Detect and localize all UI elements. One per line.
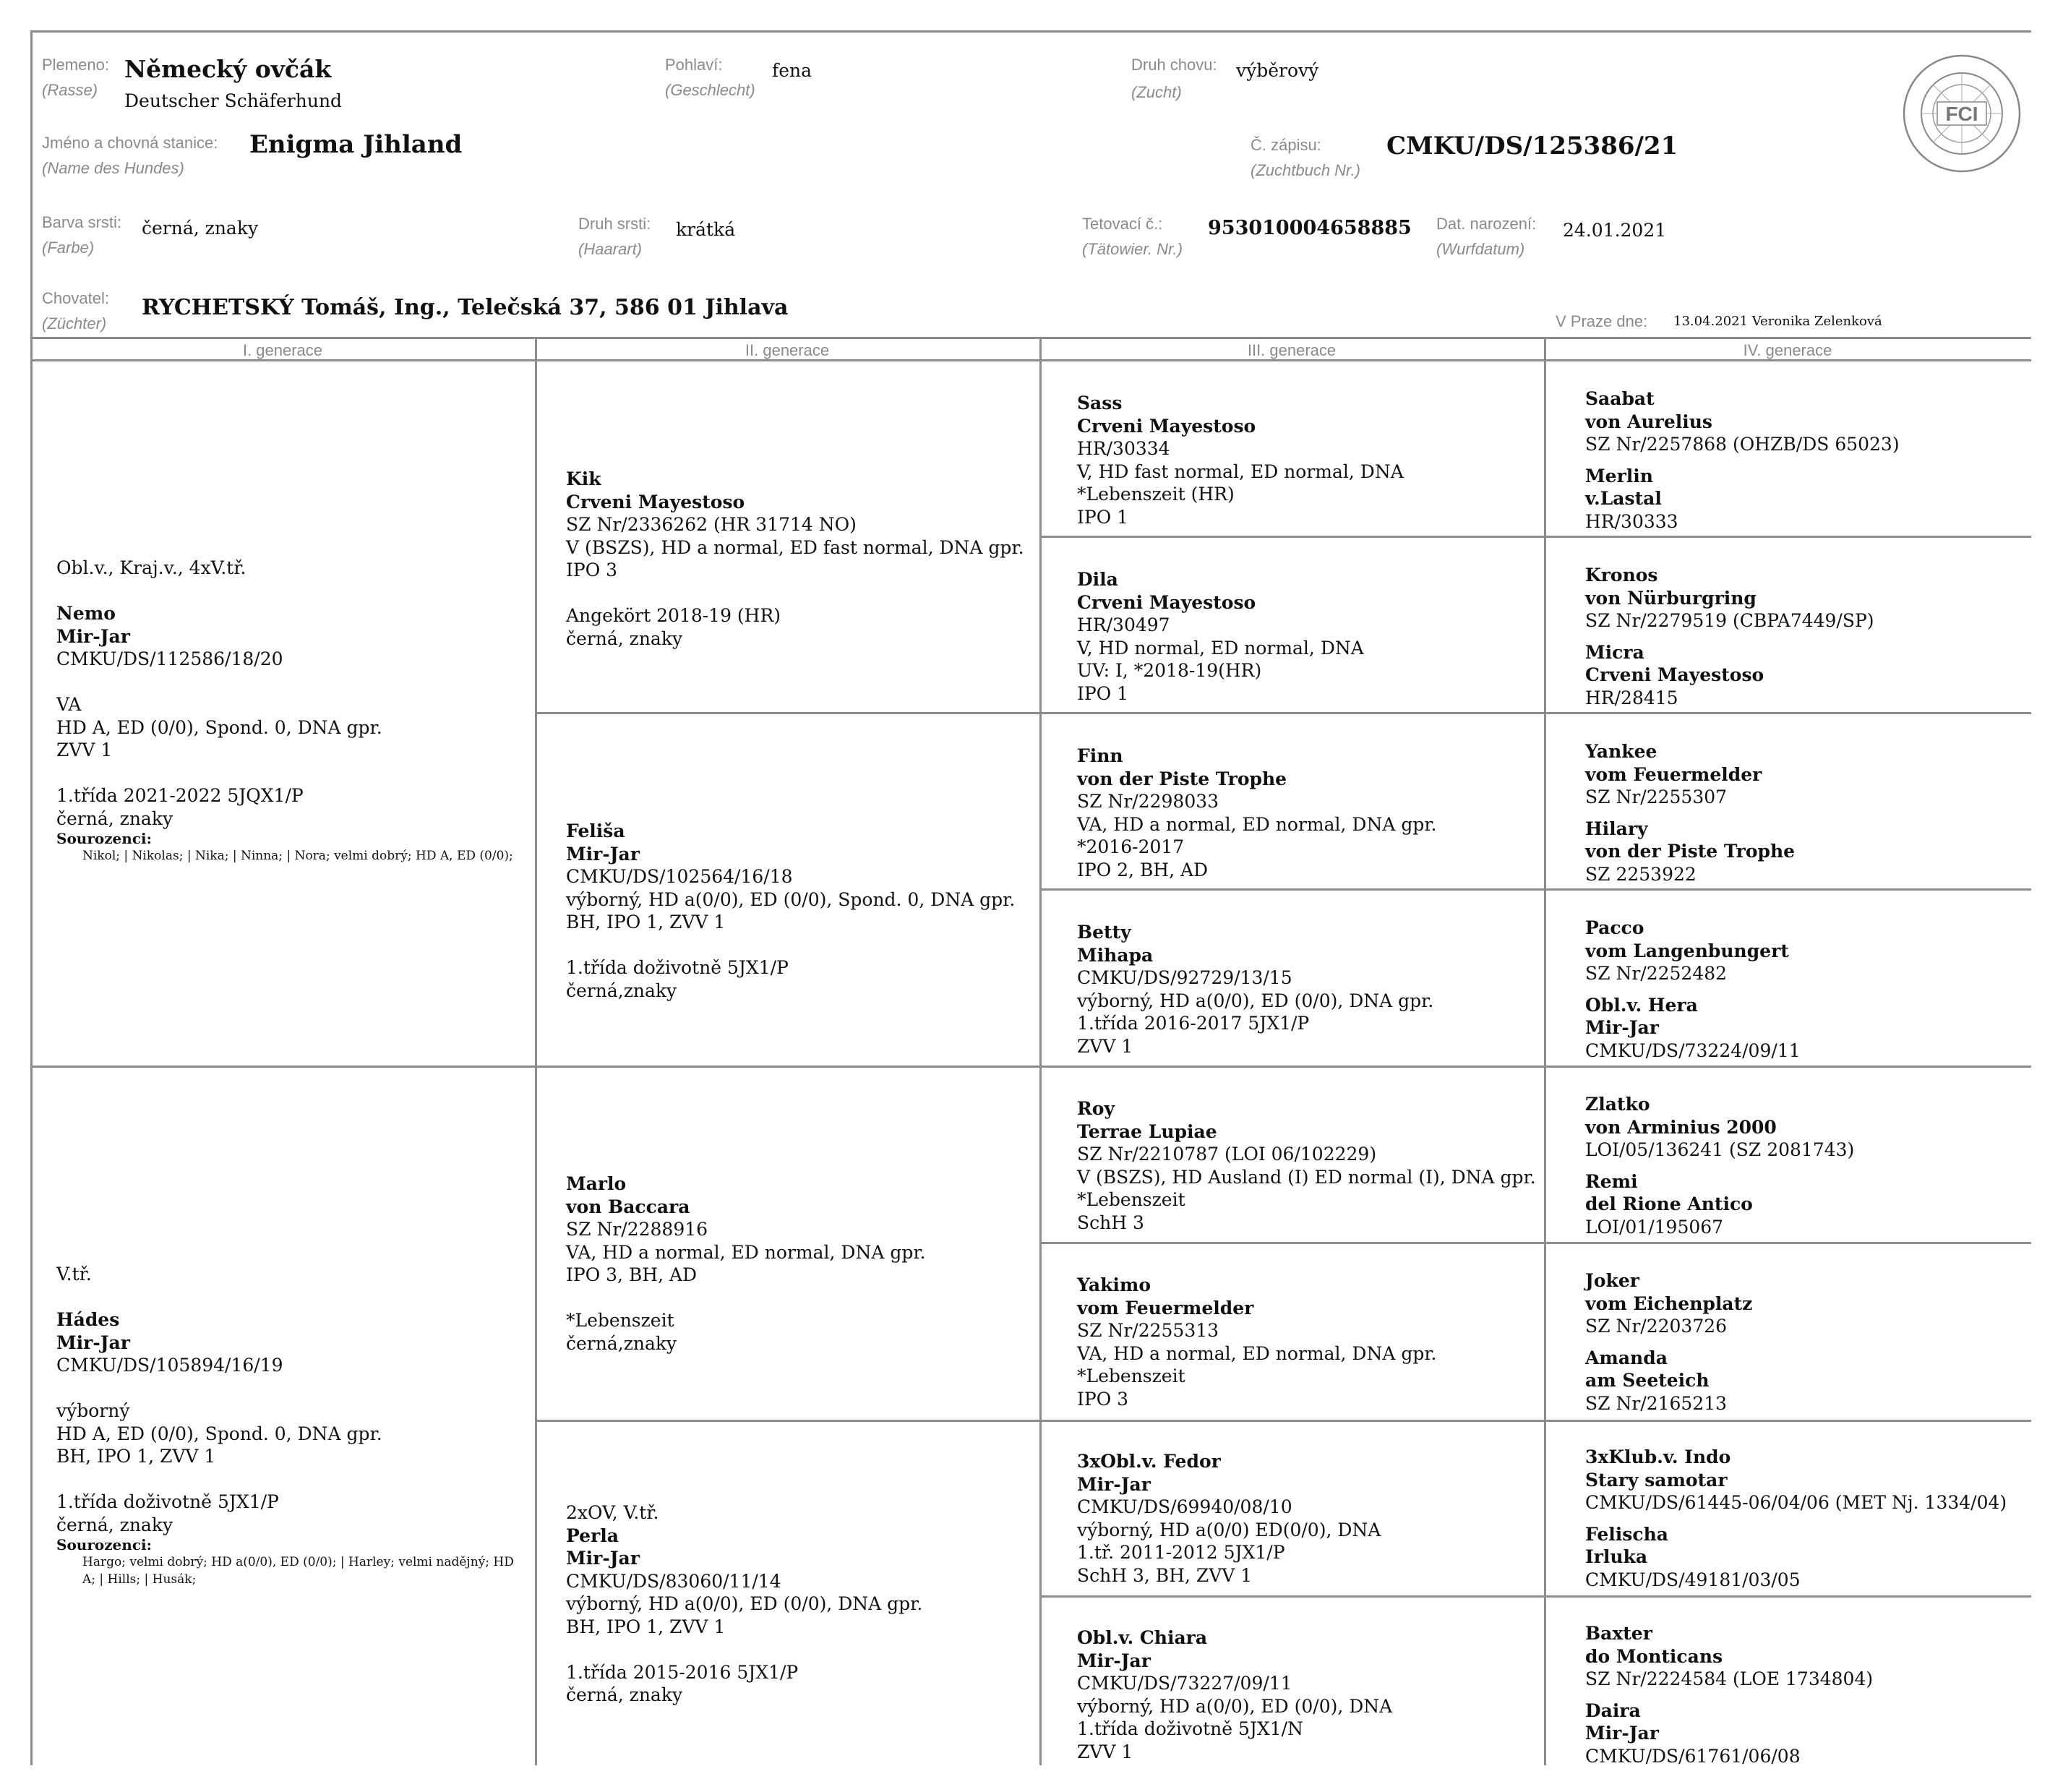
dog-name: Hádes	[56, 1309, 120, 1330]
detail-line: *Lebenszeit	[1077, 1366, 1185, 1386]
kennel-name: Mir-Jar	[56, 1332, 130, 1353]
detail-line: černá, znaky	[566, 1684, 683, 1705]
detail-line: *2016-2017	[1077, 836, 1185, 857]
gen4-cell-4	[1585, 917, 1801, 1062]
detail-line: CMKU/DS/69940/08/10	[1077, 1496, 1292, 1517]
sire-name: Baxter	[1585, 1623, 1652, 1644]
title: 2xOV, V.tř.	[566, 1502, 659, 1523]
gen2-cell-3	[566, 1172, 925, 1355]
breeding-class: 1.třída 2021-2022 5JQX1/P	[56, 785, 304, 806]
gen3-cell-7	[1077, 1450, 1381, 1587]
reg-label-de: (Zuchtbuch Nr.)	[1251, 161, 1361, 179]
grade: VA	[56, 694, 82, 715]
gen3-cell-4	[1077, 921, 1433, 1058]
dog-name: Yakimo	[1077, 1274, 1151, 1295]
gen3-cell-8	[1077, 1626, 1392, 1764]
kennel-name: von Baccara	[566, 1196, 690, 1217]
detail-line: V, HD fast normal, ED normal, DNA	[1077, 460, 1404, 482]
dog-name: Nemo	[56, 603, 116, 624]
dam-name: Hilary	[1585, 818, 1648, 839]
detail-line: *Lebenszeit (HR)	[1077, 484, 1235, 505]
detail-line: V (BSZS), HD Ausland (I) ED normal (I), DNA gpr.	[1077, 1166, 1536, 1188]
detail-line: 1.třída 2016-2017 5JX1/P	[1077, 1013, 1310, 1034]
dam-kennel: von der Piste Trophe	[1585, 841, 1796, 862]
registration: CMKU/DS/105894/16/19	[56, 1355, 283, 1376]
dam-kennel: Mir-Jar	[1585, 1723, 1659, 1744]
breeding-class: 1.třída doživotně 5JX1/P	[56, 1491, 279, 1512]
gen4-cell-6	[1585, 1269, 1752, 1415]
detail-line: 1.třída doživotně 5JX1/P	[566, 957, 789, 978]
dam-kennel: Mir-Jar	[1585, 1017, 1659, 1038]
gen4-cell-1	[1585, 387, 1900, 533]
breed-label: Plemeno:	[42, 56, 109, 74]
detail-line: VA, HD a normal, ED normal, DNA gpr.	[1077, 813, 1437, 835]
dam-name: Daira	[1585, 1699, 1641, 1721]
breeder-label: Chovatel:	[42, 289, 109, 307]
detail-line: 1.třída doživotně 5JX1/N	[1077, 1718, 1303, 1739]
kennel-name: Mir-Jar	[1077, 1650, 1151, 1671]
detail-line: SZ Nr/2288916	[566, 1219, 708, 1240]
dam-registration: SZ 2253922	[1585, 863, 1697, 885]
name-label-de: (Name des Hundes)	[42, 159, 184, 177]
kennel-name: Mir-Jar	[1077, 1473, 1151, 1495]
gen4-cell-5	[1585, 1093, 1854, 1238]
breeding-type-label-de: (Zucht)	[1131, 83, 1182, 101]
dog-name: Sass	[1077, 393, 1123, 413]
gen-header-1: I. generace	[242, 341, 323, 359]
gen3-cell-5	[1077, 1097, 1536, 1234]
dam-registration: CMKU/DS/49181/03/05	[1585, 1569, 1801, 1590]
detail-line: IPO 3, BH, AD	[566, 1264, 698, 1285]
gen2-divider-a	[535, 712, 2031, 714]
detail-line: HR/30334	[1077, 438, 1170, 459]
sire-name: Joker	[1585, 1270, 1639, 1291]
kennel-name: Mihapa	[1077, 944, 1154, 966]
reg-label: Č. zápisu:	[1251, 136, 1321, 154]
breed-label-de: (Rasse)	[42, 81, 98, 99]
sire-kennel: von Arminius 2000	[1585, 1116, 1777, 1138]
gen-header-top-line	[30, 337, 2031, 339]
detail-line: VA, HD a normal, ED normal, DNA gpr.	[1077, 1342, 1437, 1364]
tattoo-label: Tetovací č.:	[1082, 215, 1163, 233]
detail-line: černá,znaky	[566, 979, 677, 1001]
dob-label: Dat. narození:	[1436, 215, 1537, 233]
grade: výborný	[56, 1400, 130, 1421]
sire-kennel: vom Eichenplatz	[1585, 1292, 1753, 1314]
detail-line: SchH 3	[1077, 1212, 1144, 1233]
sire-kennel: vom Langenbungert	[1585, 940, 1789, 961]
gen4-cell-7	[1585, 1446, 2007, 1591]
sire-kennel: vom Feuermelder	[1585, 763, 1762, 785]
title: V.tř.	[56, 1264, 92, 1285]
dog-name: Betty	[1077, 922, 1131, 943]
breed-value-de: Deutscher Schäferhund	[124, 90, 343, 111]
gen2-cell-1	[566, 468, 1024, 650]
sire-registration: SZ Nr/2203726	[1585, 1316, 1728, 1337]
gen-header-2: II. generace	[745, 341, 830, 359]
detail-line: V (BSZS), HD a normal, ED fast normal, DNA gpr.	[566, 536, 1024, 558]
issue-date-signature: 13.04.2021 Veronika Zelenková	[1673, 314, 1882, 329]
dam-registration: SZ Nr/2165213	[1585, 1392, 1728, 1414]
detail-line: *Lebenszeit	[1077, 1189, 1185, 1210]
sire-name: Kronos	[1585, 565, 1658, 586]
dog-name: Kik	[566, 468, 601, 489]
detail-line: ZVV 1	[1077, 1741, 1133, 1762]
breeding-type-label: Druh chovu:	[1131, 56, 1217, 74]
detail-line: CMKU/DS/102564/16/18	[566, 866, 793, 887]
kennel-name: vom Feuermelder	[1077, 1297, 1254, 1319]
detail-line: V, HD normal, ED normal, DNA	[1077, 637, 1364, 659]
dob-value: 24.01.2021	[1563, 220, 1667, 241]
exams: BH, IPO 1, ZVV 1	[56, 1446, 216, 1467]
dam-registration: CMKU/DS/73224/09/11	[1585, 1039, 1801, 1061]
dam-kennel: v.Lastal	[1585, 488, 1662, 509]
detail-line: HR/30497	[1077, 614, 1170, 635]
kennel-name: Mir-Jar	[566, 843, 640, 865]
detail-line: výborný, HD a(0/0), ED (0/0), DNA gpr.	[566, 1593, 923, 1614]
color: černá, znaky	[56, 807, 173, 829]
dam-name: Remi	[1585, 1170, 1638, 1192]
dog-name: Roy	[1077, 1098, 1115, 1119]
detail-line: SZ Nr/2255313	[1077, 1320, 1219, 1341]
gen-header-3: III. generace	[1247, 341, 1337, 359]
dam-name: Merlin	[1585, 465, 1653, 486]
dam-registration: HR/30333	[1585, 510, 1678, 532]
siblings-list: Nikol; | Nikolas; | Nika; | Ninna; | Nora; velmi dobrý; HD A, ED (0/0);	[82, 849, 513, 863]
detail-line: výborný, HD a(0/0), ED (0/0), Spond. 0, DNA gpr.	[566, 888, 1016, 910]
breeder-label-de: (Züchter)	[42, 314, 107, 333]
dam-kennel: am Seeteich	[1585, 1370, 1710, 1391]
sire-registration: LOI/05/136241 (SZ 2081743)	[1585, 1139, 1855, 1160]
exams: ZVV 1	[56, 739, 113, 760]
sire-registration: SZ Nr/2257868 (OHZB/DS 65023)	[1585, 434, 1900, 455]
coat-label: Druh srsti:	[578, 215, 651, 233]
name-label: Jméno a chovná stanice:	[42, 134, 218, 152]
registration: CMKU/DS/112586/18/20	[56, 648, 283, 669]
detail-line: SchH 3, BH, ZVV 1	[1077, 1564, 1253, 1586]
dog-name: Feliša	[566, 820, 625, 841]
detail-line: VA, HD a normal, ED normal, DNA gpr.	[566, 1241, 926, 1263]
sire-name: 3xKlub.v. Indo	[1585, 1446, 1731, 1467]
gen2-divider-b	[535, 1420, 2031, 1422]
tattoo-label-de: (Tätowier. Nr.)	[1082, 240, 1183, 258]
kennel-name: Terrae Lupiae	[1077, 1120, 1217, 1142]
detail-line: *Lebenszeit	[566, 1310, 674, 1331]
siblings-list: Hargo; velmi dobrý; HD a(0/0), ED (0/0); | Harley; velmi nadějný; HD A; | Hills; | Husák;	[82, 1555, 514, 1587]
dog-name: Marlo	[566, 1173, 627, 1194]
breed-value: Německý ovčák	[124, 55, 332, 83]
gen1-sire-cell	[56, 557, 516, 865]
kennel-name: Mir-Jar	[56, 625, 130, 647]
detail-line: Angekört 2018-19 (HR)	[566, 605, 781, 626]
dam-registration: HR/28415	[1585, 687, 1678, 708]
gen1-divider	[30, 1066, 2031, 1068]
sire-name: Pacco	[1585, 917, 1644, 938]
detail-line: BH, IPO 1, ZVV 1	[566, 1616, 726, 1637]
gen4-cell-8	[1585, 1622, 1873, 1765]
sire-name: Zlatko	[1585, 1094, 1650, 1115]
kennel-name: Crveni Mayestoso	[1077, 415, 1256, 437]
breeder-value: RYCHETSKÝ Tomáš, Ing., Telečská 37, 586 01 Jihlava	[142, 295, 789, 320]
detail-line: IPO 1	[1077, 506, 1129, 528]
dam-registration: CMKU/DS/61761/06/08	[1585, 1745, 1801, 1765]
gen2-cell-2	[566, 820, 1015, 1002]
gen3-cell-3	[1077, 745, 1436, 881]
sire-registration: SZ Nr/2252482	[1585, 963, 1728, 984]
dam-name: Obl.v. Hera	[1585, 994, 1698, 1016]
color-value: černá, znaky	[142, 218, 259, 239]
dam-name: Amanda	[1585, 1347, 1668, 1368]
coat-value: krátká	[676, 219, 736, 240]
title: Obl.v., Kraj.v., 4xV.tř.	[56, 557, 246, 578]
gen2-cell-4	[566, 1501, 922, 1707]
kennel-name: Crveni Mayestoso	[566, 491, 745, 513]
color-label-de: (Farbe)	[42, 239, 95, 257]
detail-line: IPO 3	[1077, 1388, 1129, 1410]
detail-line: UV: I, *2018-19(HR)	[1077, 660, 1262, 681]
tattoo-value: 953010004658885	[1208, 217, 1412, 239]
issue-place-label: V Praze dne:	[1556, 312, 1648, 330]
fci-logo	[1901, 53, 2023, 174]
sire-name: Yankee	[1585, 741, 1657, 762]
gen4-cell-2	[1585, 564, 1874, 709]
detail-line: BH, IPO 1, ZVV 1	[566, 912, 726, 933]
dog-name: Perla	[566, 1525, 619, 1546]
dam-name: Micra	[1585, 641, 1644, 663]
dob-label-de: (Wurfdatum)	[1436, 240, 1525, 258]
coat-label-de: (Haarart)	[578, 240, 643, 258]
dam-kennel: Crveni Mayestoso	[1585, 664, 1764, 685]
sire-kennel: von Nürburgring	[1585, 587, 1757, 609]
sire-registration: SZ Nr/2279519 (CBPA7449/SP)	[1585, 610, 1874, 631]
gen3-divider-a	[1039, 536, 2031, 538]
col-divider-2	[1039, 337, 1042, 1765]
sire-registration: CMKU/DS/61445-06/04/06 (MET Nj. 1334/04)	[1585, 1492, 2007, 1513]
gen-header-4: IV. generace	[1743, 341, 1832, 359]
sex-value: fena	[772, 60, 812, 81]
detail-line: SZ Nr/2298033	[1077, 791, 1219, 812]
detail-line: IPO 2, BH, AD	[1077, 859, 1209, 880]
color: černá, znaky	[56, 1514, 173, 1535]
gen3-divider-b	[1039, 888, 2031, 891]
dam-registration: LOI/01/195067	[1585, 1216, 1724, 1238]
siblings-label: Sourozenci:	[56, 1536, 152, 1553]
dog-name: 3xObl.v. Fedor	[1077, 1451, 1221, 1472]
health: HD A, ED (0/0), Spond. 0, DNA gpr.	[56, 1423, 382, 1444]
detail-line: výborný, HD a(0/0), ED (0/0), DNA gpr.	[1077, 990, 1434, 1011]
sex-label-de: (Geschlecht)	[665, 81, 755, 99]
dam-kennel: del Rione Antico	[1585, 1193, 1753, 1214]
detail-line: CMKU/DS/92729/13/15	[1077, 967, 1292, 988]
kennel-name: Crveni Mayestoso	[1077, 591, 1256, 613]
left-border	[30, 30, 33, 1765]
dam-name: Felischa	[1585, 1523, 1668, 1545]
sire-name: Saabat	[1585, 388, 1655, 409]
detail-line: černá, znaky	[566, 627, 683, 649]
gen3-cell-6	[1077, 1274, 1436, 1410]
kennel-name: von der Piste Trophe	[1077, 768, 1287, 789]
dog-name: Dila	[1077, 569, 1118, 590]
detail-line: ZVV 1	[1077, 1035, 1133, 1057]
sire-registration: SZ Nr/2224584 (LOE 1734804)	[1585, 1668, 1874, 1689]
sire-registration: SZ Nr/2255307	[1585, 786, 1728, 807]
color-label: Barva srsti:	[42, 213, 122, 231]
dog-name: Finn	[1077, 745, 1123, 766]
kennel-name: Mir-Jar	[566, 1548, 640, 1569]
detail-line: výborný, HD a(0/0), ED (0/0), DNA	[1077, 1695, 1393, 1717]
gen3-cell-2	[1077, 568, 1364, 705]
sire-kennel: do Monticans	[1585, 1645, 1723, 1667]
reg-number: CMKU/DS/125386/21	[1386, 132, 1678, 160]
health: HD A, ED (0/0), Spond. 0, DNA gpr.	[56, 716, 382, 738]
fci-logo-text: FCI	[1945, 103, 1978, 125]
gen3-divider-c	[1039, 1242, 2031, 1244]
detail-line: výborný, HD a(0/0) ED(0/0), DNA	[1077, 1519, 1381, 1540]
sire-kennel: Stary samotar	[1585, 1469, 1728, 1491]
detail-line: SZ Nr/2210787 (LOI 06/102229)	[1077, 1144, 1377, 1165]
sex-label: Pohlaví:	[665, 56, 723, 74]
detail-line: 1.třída 2015-2016 5JX1/P	[566, 1661, 799, 1683]
detail-line: SZ Nr/2336262 (HR 31714 NO)	[566, 514, 857, 535]
detail-line: IPO 1	[1077, 682, 1129, 704]
gen1-dam-cell	[56, 1263, 516, 1588]
sire-kennel: von Aurelius	[1585, 411, 1712, 432]
gen3-divider-d	[1039, 1595, 2031, 1598]
dog-name: Enigma Jihland	[249, 130, 463, 159]
detail-line: IPO 3	[566, 560, 618, 580]
siblings-label: Sourozenci:	[56, 830, 152, 847]
detail-line: 1.tř. 2011-2012 5JX1/P	[1077, 1542, 1285, 1563]
dog-name: Obl.v. Chiara	[1077, 1627, 1208, 1648]
gen3-cell-1	[1077, 392, 1404, 528]
top-border	[30, 30, 2031, 33]
col-divider-3	[1544, 337, 1546, 1765]
breeding-type-value: výběrový	[1236, 60, 1319, 81]
detail-line: CMKU/DS/83060/11/14	[566, 1570, 781, 1592]
detail-line: CMKU/DS/73227/09/11	[1077, 1673, 1292, 1694]
detail-line: černá,znaky	[566, 1332, 677, 1354]
gen4-cell-3	[1585, 740, 1795, 886]
col-divider-1	[535, 337, 537, 1765]
dam-kennel: Irluka	[1585, 1546, 1648, 1567]
